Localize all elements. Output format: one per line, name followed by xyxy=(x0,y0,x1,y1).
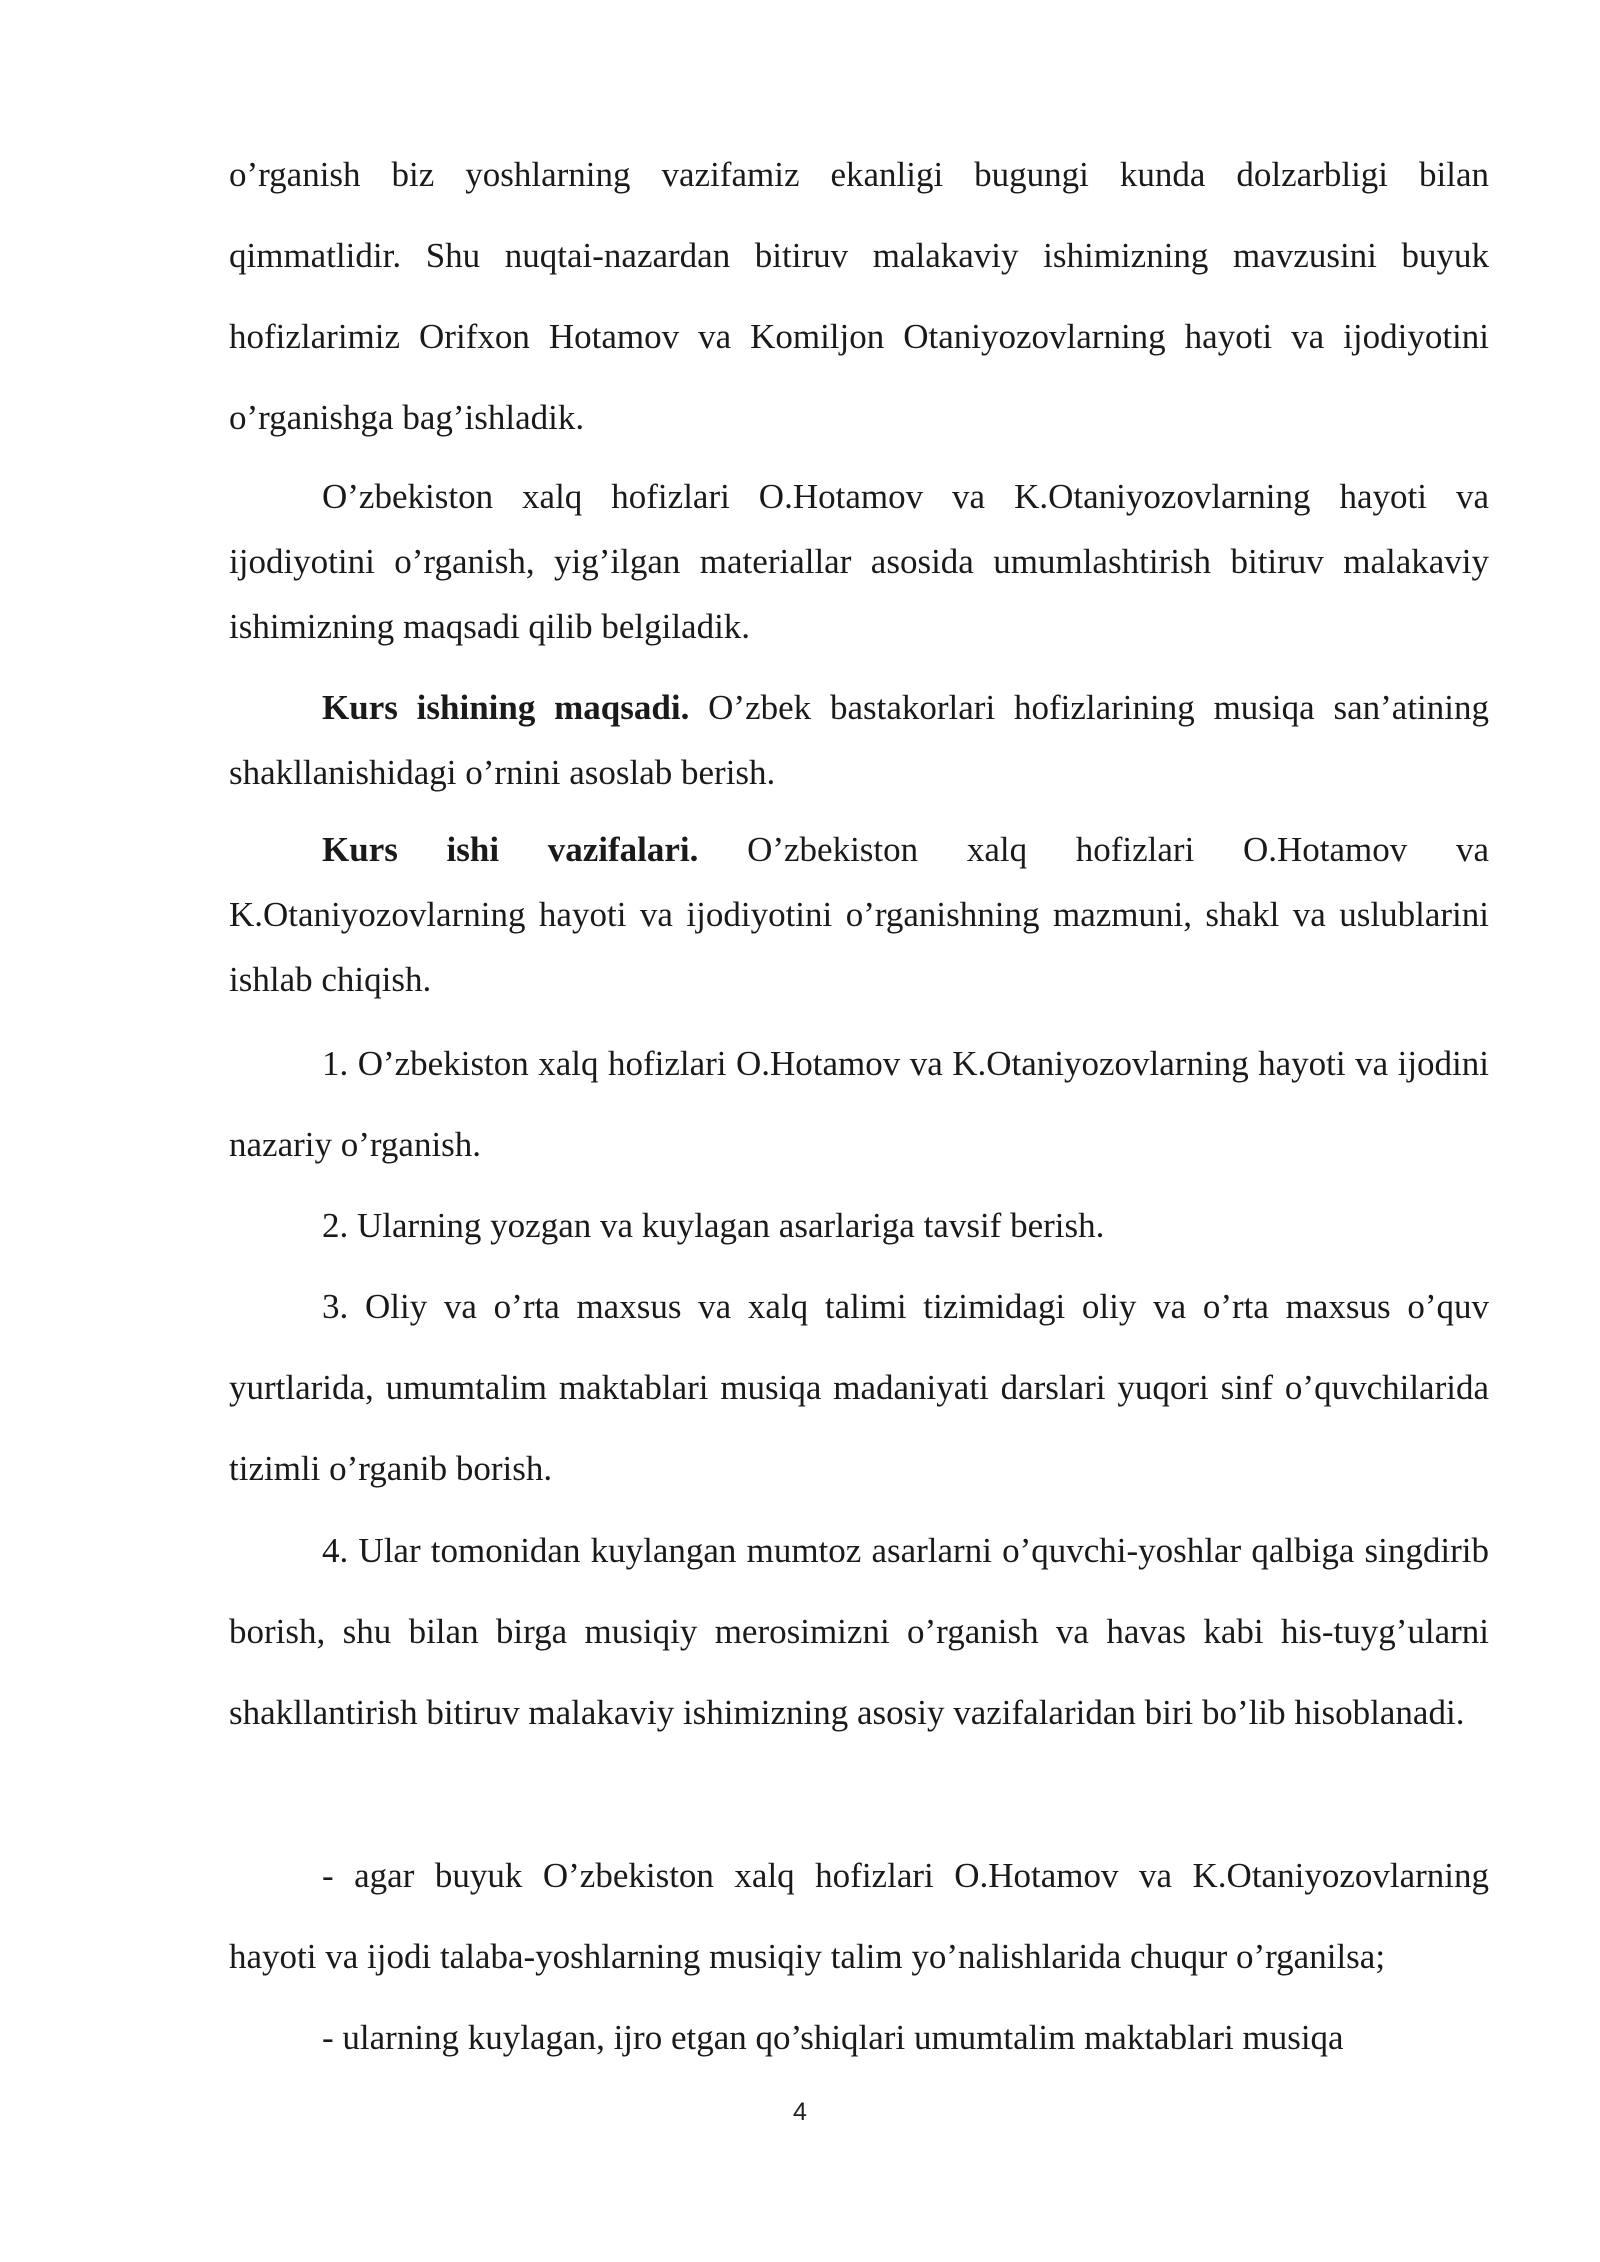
list-item-2: 2. Ularning yozgan va kuylagan asarlariga tavsif berish. xyxy=(322,1206,1105,1245)
course-tasks-heading: Kurs ishi vazifalari. xyxy=(322,830,699,869)
list-item-1: 1. O’zbekiston xalq hofizlari O.Hotamov va K.Otaniyozovlarning hayoti va ijodini nazariy o’rganish. xyxy=(229,1044,1489,1164)
paragraph-intro: o’rganish biz yoshlarning vazifamiz ekanligi bugungi kunda dolzarbligi bilan qimmatlidir. Shu nuqtai-nazardan bitiruv malakaviy ishimizning mavzusini buyuk hofizlarimiz Orifxon Hotamov va Komiljon Otaniyozovlarning hayoti va ijodiyotini o’rganishga bag’ishladik. xyxy=(229,155,1489,437)
paragraph-course-goal xyxy=(229,675,1489,805)
paragraph-course-tasks xyxy=(229,817,1489,1012)
dash-item-2: - ularning kuylagan, ijro etgan qo’shiqlari umumtalim maktablari musiqa xyxy=(322,2018,1344,2057)
dash-item-1: - agar buyuk O’zbekiston xalq hofizlari O.Hotamov va K.Otaniyozovlarning hayoti va ijodi talaba-yoshlarning musiqiy talim yo’nalishlarida chuqur o’rganilsa; xyxy=(229,1856,1489,1976)
list-item-3: 3. Oliy va o’rta maxsus va xalq talimi tizimidagi oliy va o’rta maxsus o’quv yurtlarida, umumtalim maktablari musiqa madaniyati darslari yuqori sinf o’quvchilarida tizimli o’rganib borish. xyxy=(229,1287,1489,1488)
course-goal-heading: Kurs ishining maqsadi. xyxy=(322,688,690,727)
course-goal-text: O’zbek bastakorlari hofizlarining musiqa san’atining shakllanishidagi o’rnini asoslab berish. xyxy=(229,688,1490,792)
page-number: 4 xyxy=(793,2098,807,2126)
course-tasks-text: O’zbekiston xalq hofizlari O.Hotamov va K.Otaniyozovlarning hayoti va ijodiyotini o’rganishning mazmuni, shakl va uslublarini ishlab chiqish. xyxy=(229,830,1489,999)
paragraph-purpose-statement: O’zbekiston xalq hofizlari O.Hotamov va K.Otaniyozovlarning hayoti va ijodiyotini o’rganish, yig’ilgan materiallar asosida umumlashtirish bitiruv malakaviy ishimizning maqsadi qilib belgiladik. xyxy=(229,477,1489,646)
list-item-4: 4. Ular tomonidan kuylangan mumtoz asarlarni o’quvchi-yoshlar qalbiga singdirib borish, shu bilan birga musiqiy merosimizni o’rganish va havas kabi his-tuyg’ularni shakllantirish bitiruv malakaviy ishimizning asosiy vazifalaridan biri bo’lib hisoblanadi. xyxy=(229,1531,1489,1732)
